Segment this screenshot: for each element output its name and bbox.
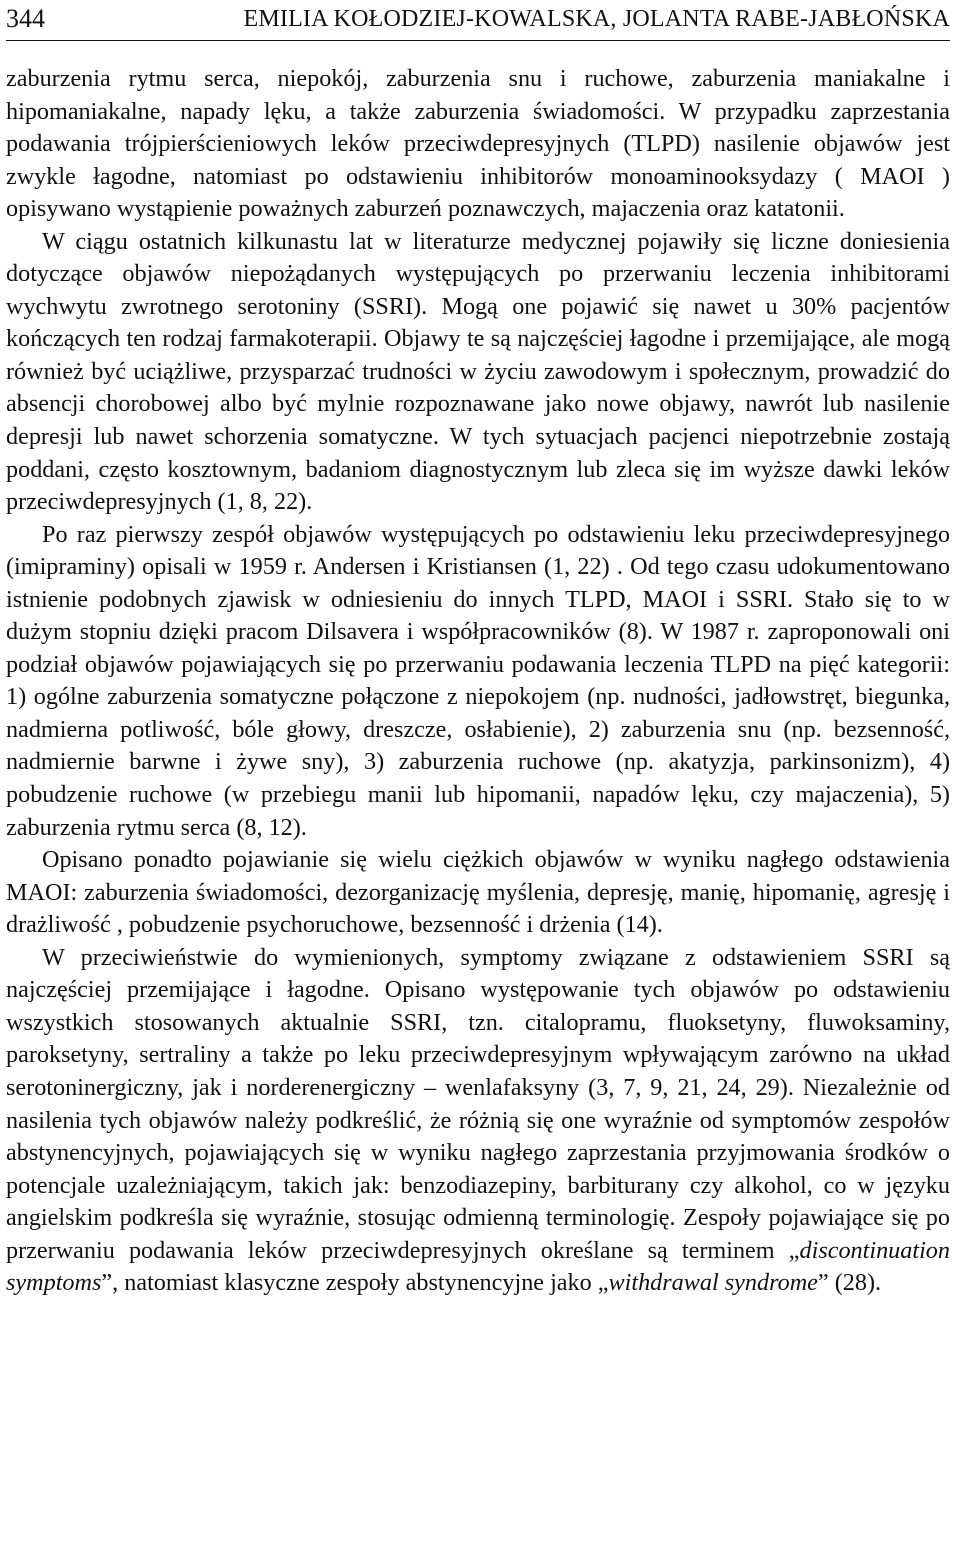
paragraph-continuation: zaburzenia rytmu serca, niepokój, zaburzenia snu i ruchowe, zaburzenia maniakalne i hipomaniakalne, napady lęku, a także zaburzenia świadomości. W przypadku zaprzestania podawania trójpierścieniowych leków przeciwdepresyjnych (TLPD) nasilenie objawów jest zwykle łagodne, natomiast po odstawieniu inhibitorów monoaminooksydazy ( MAOI ) opisywano wystąpienie poważnych zaburzeń poznawczych, majaczenia oraz katatonii.: [6, 65, 950, 223]
header-rule: [6, 40, 950, 41]
paragraph-history: Po raz pierwszy zespół objawów występujących po odstawieniu leku przeciwdepresyjnego (imipraminy) opisali w 1959 r. Andersen i Kristiansen (1, 22) . Od tego czasu udokumentowano istnienie podobnych zjawisk w odniesieniu do innych TLPD, MAOI i SSRI. Stało się to w dużym stopniu dzięki pracom Dilsavera i współpracowników (8). W 1987 r. zaproponowali oni podział objawów pojawiających się po przerwaniu podawania leczenia TLPD na pięć kategorii: 1) ogólne zaburzenia somatyczne połączone z niepokojem (np. nudności, jadłowstręt, biegunka, nadmierna potliwość, bóle głowy, dreszcze, osłabienie), 2) zaburzenia snu (np. bezsenność, nadmiernie barwne i żywe sny), 3) zaburzenia ruchowe (np. akatyzja, parkinsonizm), 4) pobudzenie ruchowe (w przebiegu manii lub hipomanii, napadów lęku, czy majaczenia), 5) zaburzenia rytmu serca (8, 12).: [6, 520, 950, 841]
paragraph-ssri-comparison: [6, 942, 950, 1300]
term-withdrawal-syndrome: withdrawal syndrome: [608, 1269, 818, 1297]
page-number: 344: [6, 4, 45, 33]
paragraph-text: W przeciwieństwie do wymienionych, symptomy związane z odstawieniem SSRI są najczęściej przemijające i łagodne. Opisano występowanie tych objawów po odstawieniu wszystkich stosowanych aktualnie SSRI, tzn. citalopramu, fluoksetyny, fluwoksaminy, paroksetyny, sertraliny a także po leku przeciwdepresyjnym wpływającym zarówno na układ serotoninergiczny, jak i norderenergiczny – wenlafaksyny (3, 7, 9, 21, 24, 29). Niezależnie od nasilenia tych objawów należy podkreślić, że różnią się one wyraźnie od symptomów zespołów abstynencyjnych, pojawiających się w wyniku nagłego zaprzestania przyjmowania środków o potencjale uzależniającym, takich jak: benzodiazepiny, barbiturany czy alkohol, co w języku angielskim podkreśla się wyraźnie, stosując odmienną terminologię. Zespoły pojawiające się po przerwaniu podawania leków przeciwdepresyjnych określane są terminem „: [6, 943, 950, 1264]
running-head: [6, 0, 950, 34]
paragraph-text: ”, natomiast klasyczne zespoły abstynencyjne jako „: [101, 1269, 609, 1297]
running-title: EMILIA KOŁODZIEJ-KOWALSKA, JOLANTA RABE-JABŁOŃSKA: [243, 6, 950, 32]
paragraph-text: ” (28).: [817, 1269, 882, 1297]
term-discontinuation-symptoms: discontinuation symptoms: [6, 1236, 950, 1297]
paragraph-ssri-reports: W ciągu ostatnich kilkunastu lat w literaturze medycznej pojawiły się liczne doniesienia dotyczące objawów niepożądanych występujących po przerwaniu leczenia inhibitorami wychwytu zwrotnego serotoniny (SSRI). Mogą one pojawić się nawet u 30% pacjentów kończących ten rodzaj farmakoterapii. Objawy te są najczęściej łagodne i przemijające, ale mogą również być uciążliwe, przysparzać trudności w życiu zawodowym i społecznym, prowadzić do absencji chorobowej albo być mylnie rozpoznawane jako nowe objawy, nawrót lub nasilenie depresji lub nawet schorzenia somatyczne. W tych sytuacjach pacjenci niepotrzebnie zostają poddani, często kosztownym, badaniom diagnostycznym lub zleca się im wyższe dawki leków przeciwdepresyjnych (1, 8, 22).: [6, 227, 950, 516]
article-body: [6, 63, 950, 1300]
paragraph-maoi-symptoms: Opisano ponadto pojawianie się wielu ciężkich objawów w wyniku nagłego odstawienia MAOI: zaburzenia świadomości, dezorganizację myślenia, depresję, manię, hipomanię, agresję i drażliwość , pobudzenie psychoruchowe, bezsenność i drżenia (14).: [6, 846, 950, 939]
